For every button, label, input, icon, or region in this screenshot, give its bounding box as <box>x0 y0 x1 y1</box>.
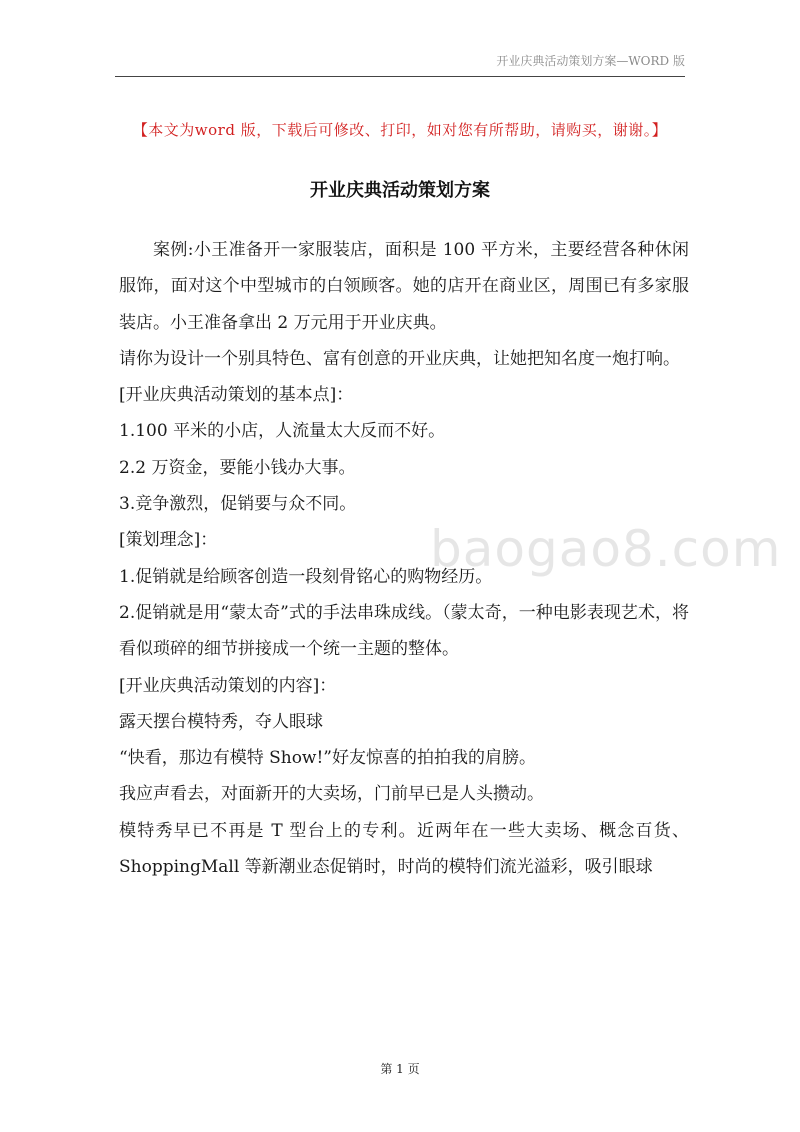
list-item: 2.促销就是用“蒙太奇”式的手法串珠成线。（蒙太奇，一种电影表现艺术，将看似琐碎的细节拼接成一个统一主题的整体。 <box>119 602 689 660</box>
paragraph: 模特秀早已不再是 T 型台上的专利。近两年在一些大卖场、概念百货、ShoppingMall 等新潮业态促销时，时尚的模特们流光溢彩，吸引眼球 <box>119 820 689 878</box>
watermark: baogao8.com <box>430 520 782 578</box>
document-title: 开业庆典活动策划方案 <box>310 180 490 201</box>
page-header <box>115 52 685 77</box>
list-item: 3.竞争激烈，促销要与众不同。 <box>119 494 357 515</box>
list-item: 1.100 平米的小店，人流量太大反而不好。 <box>119 421 446 442</box>
page-number: 第 1 页 <box>380 1062 420 1076</box>
subheading-model-show: 露天摆台模特秀，夺人眼球 <box>119 711 323 732</box>
section-heading-content: [开业庆典活动策划的内容]： <box>119 675 337 696</box>
list-item: 1.促销就是给顾客创造一段刻骨铭心的购物经历。 <box>119 566 493 587</box>
document-body <box>119 232 689 885</box>
running-title: 开业庆典活动策划方案—WORD 版 <box>496 54 685 68</box>
section-heading-basics: [开业庆典活动策划的基本点]： <box>119 385 354 406</box>
paragraph-case: 案例:小王准备开一家服装店，面积是 100 平方米，主要经营各种休闲服饰，面对这个中型城市的白领顾客。她的店开在商业区，周围已有多家服装店。小王准备拿出 2 万元用于开业庆典。 <box>119 240 689 333</box>
list-item: 2.2 万资金，要能小钱办大事。 <box>119 457 356 478</box>
section-heading-concept: [策划理念]： <box>119 530 218 551</box>
purchase-notice: 【本文为word 版，下载后可修改、打印，如对您有所帮助，请购买，谢谢。】 <box>132 121 668 139</box>
paragraph: 我应声看去，对面新开的大卖场，门前早已是人头攒动。 <box>119 784 544 805</box>
paragraph-request: 请你为设计一个别具特色、富有创意的开业庆典，让她把知名度一炮打响。 <box>119 348 680 369</box>
paragraph: “快看，那边有模特 Show!”好友惊喜的拍拍我的肩膀。 <box>119 748 536 769</box>
